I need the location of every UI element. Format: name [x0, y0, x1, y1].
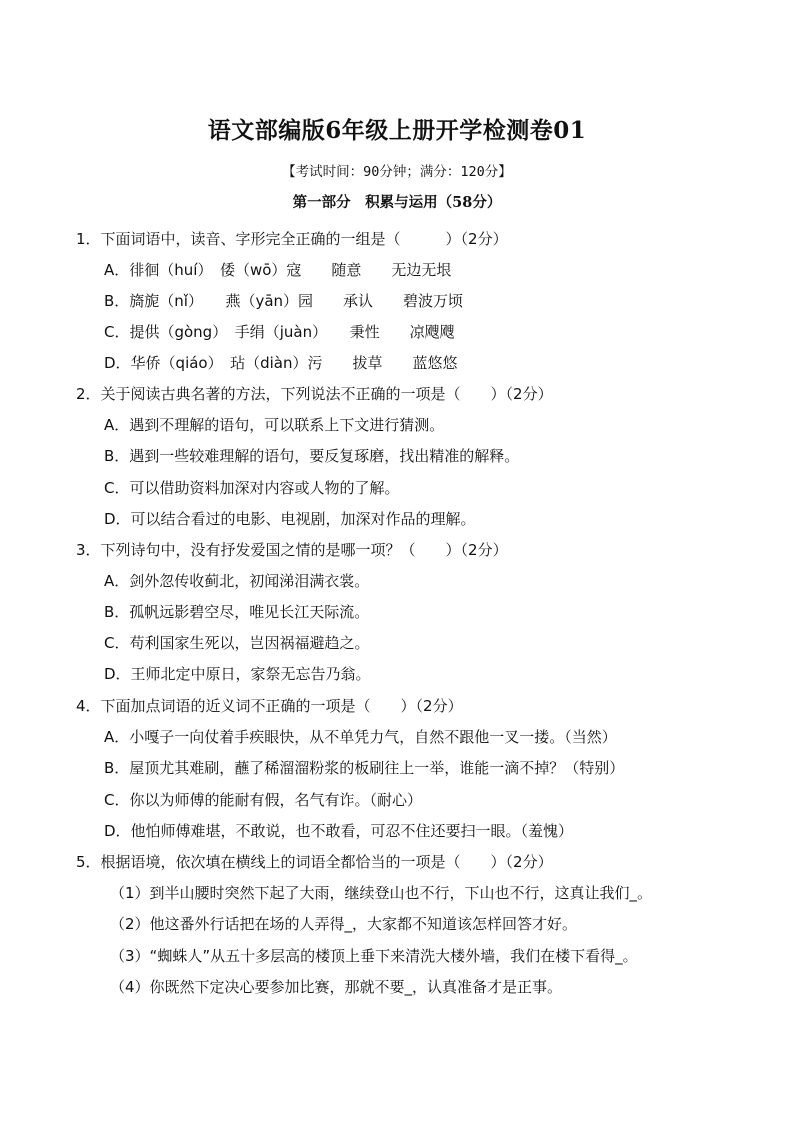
question-1-option-d: D．华侨（qiáo） 玷（diàn）污 拔草 蓝悠悠 [104, 354, 458, 372]
question-3-option-a: A．剑外忽传收蓟北，初闻涕泪满衣裳。 [104, 572, 370, 590]
question-3-stem: 3．下列诗句中，没有抒发爱国之情的是哪一项？（ ）（2分） [76, 541, 508, 559]
question-5-item-2: （2）他这番外行话把在场的人弄得_，大家都不知道该怎样回答才好。 [110, 915, 578, 933]
question-4-stem: 4．下面加点词语的近义词不正确的一项是（ ）（2分） [76, 697, 463, 715]
question-4-option-b: B．屋顶尤其难刷，蘸了稀溜溜粉浆的板刷往上一举，谁能一滴不掉？（特别） [104, 759, 625, 777]
question-2-option-c: C．可以借助资料加深对内容或人物的了解。 [104, 479, 400, 497]
question-2-option-b: B．遇到一些较难理解的语句，要反复琢磨，找出精准的解释。 [104, 447, 520, 465]
question-5-stem: 5．根据语境，依次填在横线上的词语全都恰当的一项是（ ）（2分） [76, 853, 553, 871]
question-3-option-d: D．王师北定中原日，家祭无忘告乃翁。 [104, 665, 371, 683]
page-title: 语文部编版6年级上册开学检测卷01 [207, 117, 587, 144]
question-5-item-1: （1）到半山腰时突然下起了大雨，继续登山也不行，下山也不行，这真让我们_。 [110, 884, 653, 902]
question-1-option-a: A．徘徊（huí） 倭（wō）寇 随意 无边无垠 [104, 261, 452, 279]
question-1-stem: 1．下面词语中，读音、字形完全正确的一组是（ ）（2分） [76, 230, 508, 248]
question-1-option-c: C．提供（gòng） 手绢（juàn） 秉性 凉飕飕 [104, 323, 455, 341]
question-2-option-d: D．可以结合看过的电影、电视剧，加深对作品的理解。 [104, 510, 476, 528]
question-3-option-c: C．苟利国家生死以，岂因祸福避趋之。 [104, 634, 370, 652]
question-1-option-b: B．旖旎（nǐ） 燕（yān）园 承认 碧波万顷 [104, 292, 464, 310]
question-2-option-a: A．遇到不理解的语句，可以联系上下文进行猜测。 [104, 416, 445, 434]
question-5-item-3: （3）“蜘蛛人”从五十多层高的楼顶上垂下来清洗大楼外墙，我们在楼下看得_。 [110, 947, 638, 965]
question-4-option-d: D．他怕师傅难堪，不敢说，也不敢看，可忍不住还要扫一眼。（羞愧） [104, 822, 574, 840]
section-title: 第一部分 积累与运用（58分） [292, 194, 502, 211]
exam-info: 【考试时间：90分钟；满分：120分】 [282, 164, 512, 180]
question-3-option-b: B．孤帆远影碧空尽，唯见长江天际流。 [104, 603, 370, 621]
question-4-option-a: A．小嘎子一向仗着手疾眼快，从不单凭力气，自然不跟他一叉一搂。（当然） [104, 728, 617, 746]
question-4-option-c: C．你以为师傅的能耐有假，名气有诈。（耐心） [104, 791, 422, 809]
question-5-item-4: （4）你既然下定决心要参加比赛，那就不要_，认真准备才是正事。 [110, 978, 563, 996]
question-2-stem: 2．关于阅读古典名著的方法，下列说法不正确的一项是（ ）（2分） [76, 385, 553, 403]
